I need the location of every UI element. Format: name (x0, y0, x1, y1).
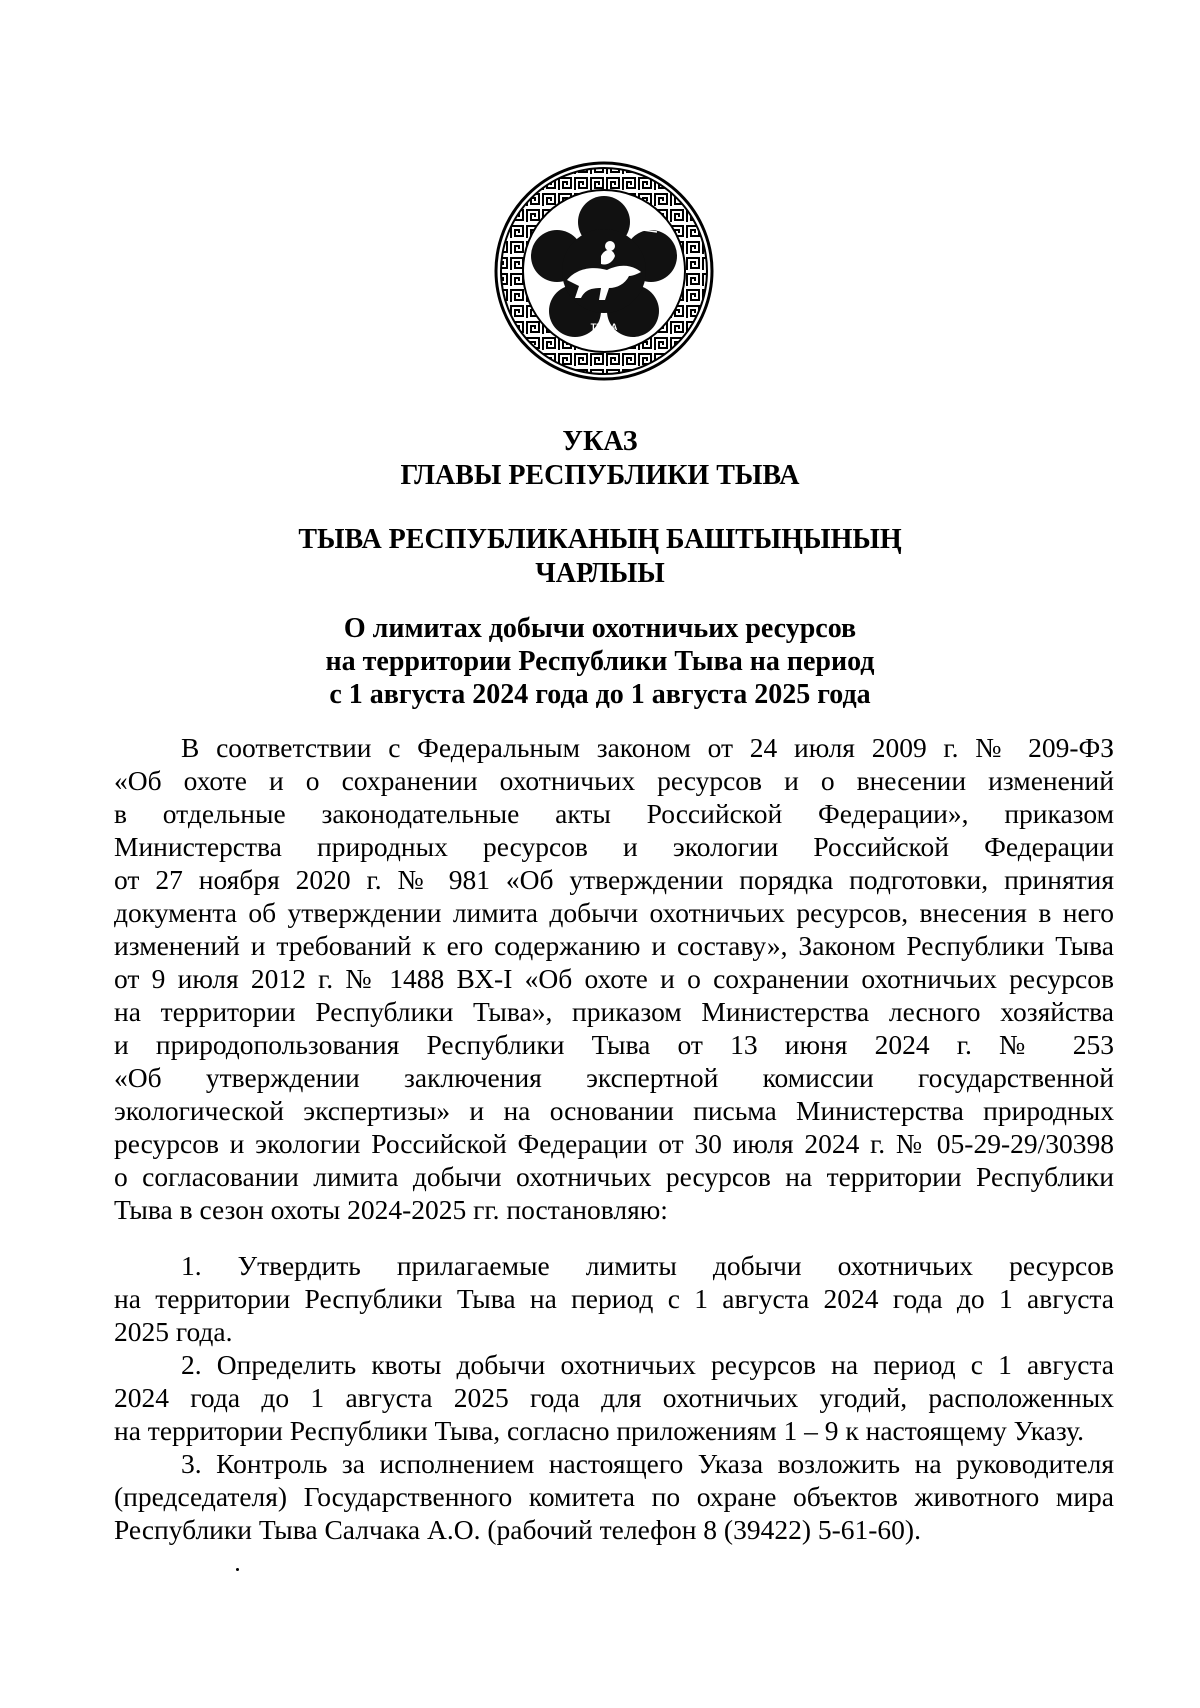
text-line: (председателя) Государственного комитета по охране объектов животного мира (114, 1481, 1114, 1512)
text-line: на территории Республики Тыва на период с 1 августа 2024 года до 1 августа (114, 1283, 1114, 1314)
text-line: «Об утверждении заключения экспертной комиссии государственной (114, 1062, 1114, 1093)
text-line: в отдельные законодательные акты Российской Федерации», приказом (114, 798, 1114, 829)
decree-subject (100, 612, 1100, 711)
tuva-coat-of-arms-icon (493, 160, 715, 382)
svg-text:ТЫВА: ТЫВА (590, 322, 618, 332)
text-line: от 27 ноября 2020 г. № 981 «Об утверждении порядка подготовки, принятия (114, 864, 1114, 895)
text-line: от 9 июля 2012 г. № 1488 ВХ-I «Об охоте и о сохранении охотничьих ресурсов (114, 963, 1114, 994)
text-line: на территории Республики Тыва», приказом Министерства лесного хозяйства (114, 996, 1114, 1027)
text-line: Тыва в сезон охоты 2024-2025 гг. постановляю: (114, 1194, 668, 1225)
text-line: документа об утверждении лимита добычи охотничьих ресурсов, внесения в него (114, 897, 1114, 928)
decree-title (100, 425, 1100, 493)
title-tuvan-line-1: ТЫВА РЕСПУБЛИКАНЫҢ БАШТЫҢЫНЫҢ (298, 524, 902, 555)
subject-line: О лимитах добычи охотничьих ресурсов (343, 613, 857, 644)
text-line: экологической экспертизы» и на основании письма Министерства природных (114, 1095, 1114, 1126)
text-line: ресурсов и экологии Российской Федерации от 30 июля 2024 г. № 05-29-29/30398 (114, 1128, 1114, 1159)
text-line: и природопользования Республики Тыва от 13 июня 2024 г. № 253 (114, 1029, 1114, 1060)
text-line: 2025 года. (114, 1316, 233, 1347)
subject-line: с 1 августа 2024 года до 1 августа 2025 года (329, 679, 871, 710)
text-line: Республики Тыва Салчака А.О. (рабочий телефон 8 (39422) 5-61-60). (114, 1514, 921, 1545)
title-ukaz: УКАЗ (562, 426, 638, 457)
title-head-of-republic: ГЛАВЫ РЕСПУБЛИКИ ТЫВА (400, 460, 800, 491)
decree-title-tuvan (100, 523, 1100, 591)
text-line: 2024 года до 1 августа 2025 года для охотничьих угодий, расположенных (114, 1382, 1114, 1413)
text-line: Министерства природных ресурсов и экологии Российской Федерации (114, 831, 1114, 862)
text-line: 2. Определить квоты добычи охотничьих ресурсов на период с 1 августа (181, 1349, 1114, 1380)
subject-line: на территории Республики Тыва на период (325, 646, 875, 677)
scan-dot (236, 1568, 239, 1571)
text-line: «Об охоте и о сохранении охотничьих ресурсов и о внесении изменений (114, 765, 1114, 796)
title-tuvan-line-2: ЧАРЛЫЫ (535, 558, 665, 589)
text-line: на территории Республики Тыва, согласно приложениям 1 – 9 к настоящему Указу. (114, 1415, 1085, 1446)
text-line: В соответствии с Федеральным законом от 24 июля 2009 г. № 209-ФЗ (181, 732, 1114, 763)
text-line: 1. Утвердить прилагаемые лимиты добычи охотничьих ресурсов (181, 1250, 1114, 1281)
text-line: о согласовании лимита добычи охотничьих ресурсов на территории Республики (114, 1161, 1114, 1192)
text-line: 3. Контроль за исполнением настоящего Указа возложить на руководителя (181, 1448, 1114, 1479)
text-line: изменений и требований к его содержанию и составу», Законом Республики Тыва (114, 930, 1114, 961)
